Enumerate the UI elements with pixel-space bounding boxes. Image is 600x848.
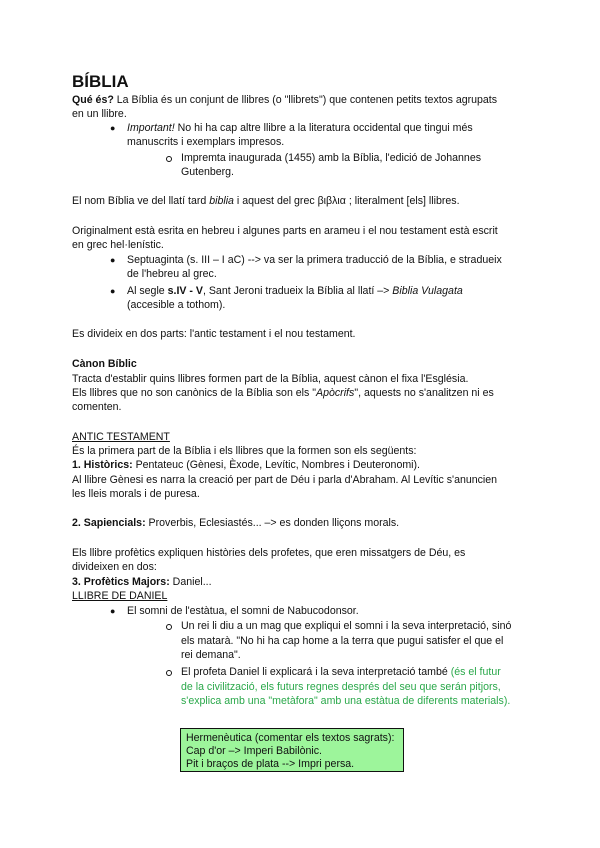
hollow-bullet-icon bbox=[166, 624, 172, 630]
daniel-bullet-line: El somni de l'estàtua, el somni de Nabucodonsor. bbox=[127, 605, 359, 617]
canon-line-1: Tracta d'establir quins llibres formen part de la Bíblia, aquest cànon el fixa l'Església. bbox=[72, 373, 469, 385]
sapiencials-text: Proverbis, Eclesiastés... –> es donden lliçons morals. bbox=[145, 517, 400, 529]
etymology-text-a: El nom Bíblia ve del llatí tard bbox=[72, 195, 210, 207]
daniel-sub1-line-2: els matarà. "No hi ha cap home a la terra que pugui satisfer el que el bbox=[181, 635, 504, 647]
important-text-1: No hi ha cap altre llibre a la literatura occidental que tingui més bbox=[174, 122, 473, 134]
canon-text-a: Els llibres que no son canònics de la Bíblia son els " bbox=[72, 387, 317, 399]
hollow-bullet-icon bbox=[166, 156, 172, 162]
etymology-text-b: i aquest del grec βιβλια ; literalment [els] llibres. bbox=[233, 195, 460, 207]
hermeneutica-note-box bbox=[180, 728, 404, 772]
historics-label: 1. Històrics: bbox=[72, 459, 133, 471]
daniel-sub2-line-3: s'explica amb una "metàfora" amb una estàtua de diferents materials). bbox=[181, 695, 511, 707]
jeroni-text-a: Al segle bbox=[127, 285, 168, 297]
genesi-line-2: les lleis morals i de puresa. bbox=[72, 488, 200, 500]
origin-line-1: Originalment està esrita en hebreu i algunes parts en arameu i el nou testament està escrit bbox=[72, 225, 498, 237]
etymology-emphasis: biblia bbox=[209, 195, 234, 207]
canon-emphasis: Apòcrifs bbox=[316, 387, 355, 399]
etymology-line bbox=[72, 194, 460, 208]
intro-line-1 bbox=[72, 93, 497, 107]
page-title: BÍBLIA bbox=[72, 72, 129, 91]
jeroni-bold: s.IV - V bbox=[167, 285, 203, 297]
important-emphasis: Important! bbox=[127, 122, 175, 134]
canon-heading: Cànon Bíblic bbox=[72, 358, 137, 370]
bullet-important-line-2: manuscrits i exemplars impresos. bbox=[127, 136, 285, 148]
profetics-line-2: divideixen en dos: bbox=[72, 561, 157, 573]
intro-line-2: en un llibre. bbox=[72, 108, 127, 120]
sapiencials-line bbox=[72, 516, 399, 530]
intro-label: Qué és? bbox=[72, 94, 114, 106]
intro-text-1: La Bíblia és un conjunt de llibres (o "llibrets") que contenen petits textos agrupats bbox=[113, 94, 498, 106]
bullet-septuaginta-line-1: Septuaginta (s. III – I aC) --> va ser la primera traducció de la Bíblia, e stradueix bbox=[127, 254, 502, 266]
hollow-bullet-icon bbox=[166, 670, 172, 676]
daniel-sub1-line-3: rei demana". bbox=[181, 649, 241, 661]
bullet-icon: ● bbox=[110, 255, 116, 265]
llibre-daniel-heading: LLIBRE DE DANIEL bbox=[72, 590, 168, 602]
profetics-majors-label: 3. Profètics Majors: bbox=[72, 576, 170, 588]
daniel-sub2-text: El profeta Daniel li explicará i la seva interpretació també bbox=[181, 666, 451, 678]
canon-line-3: comenten. bbox=[72, 401, 122, 413]
bullet-icon: ● bbox=[110, 606, 116, 616]
antic-testament-heading: ANTIC TESTAMENT bbox=[72, 431, 170, 443]
profetics-line-1: Els llibre profètics expliquen històries dels profetes, que eren missatgers de Déu, es bbox=[72, 547, 466, 559]
canon-text-b: ", aquests no s'analitzen ni es bbox=[354, 387, 494, 399]
daniel-sub2-line-1 bbox=[181, 665, 501, 679]
daniel-sub2-green-text: (és el futur bbox=[450, 666, 501, 678]
bullet-septuaginta-line-2: de l'hebreu al grec. bbox=[127, 268, 217, 280]
genesi-line-1: Al llibre Gènesi es narra la creació per part de Déu i parla d'Abraham. Al Levític s'anuncien bbox=[72, 474, 498, 486]
sub-bullet-impremta-line-2: Gutenberg. bbox=[181, 166, 235, 178]
historics-line bbox=[72, 458, 420, 472]
daniel-sub2-line-2: de la civilització, els futurs regnes després del seu que serán pitjors, bbox=[181, 681, 501, 693]
hermeneutica-line-3: Pit i braços de plata --> Impri persa. bbox=[186, 758, 355, 770]
bullet-jeroni-line-2: (accesible a tothom). bbox=[127, 299, 226, 311]
profetics-majors-text: Daniel... bbox=[169, 576, 212, 588]
canon-line-2 bbox=[72, 386, 494, 400]
sub-bullet-impremta-line-1: Impremta inaugurada (1455) amb la Bíblia, l'edició de Johannes bbox=[181, 152, 482, 164]
jeroni-emphasis: Biblia Vulagata bbox=[392, 285, 463, 297]
origin-line-2: en grec hel·lenístic. bbox=[72, 239, 164, 251]
bullet-jeroni-line-1 bbox=[127, 284, 463, 298]
parts-line: Es divideix en dos parts: l'antic testament i el nou testament. bbox=[72, 328, 356, 340]
jeroni-text-b: , Sant Jeroni tradueix la Bíblia al llatí –> bbox=[202, 285, 393, 297]
sapiencials-label: 2. Sapiencials: bbox=[72, 517, 146, 529]
bullet-icon: ● bbox=[110, 123, 116, 133]
profetics-majors-line bbox=[72, 575, 212, 589]
bullet-icon: ● bbox=[110, 286, 116, 296]
hermeneutica-line-2: Cap d'or –> Imperi Babilònic. bbox=[186, 745, 322, 757]
hermeneutica-line-1: Hermenèutica (comentar els textos sagrats): bbox=[186, 732, 395, 744]
antic-testament-line-1: És la primera part de la Bíblia i els llibres que la formen son els següents: bbox=[72, 445, 417, 457]
historics-text: Pentateuc (Gènesi, Èxode, Levític, Nombres i Deuteronomi). bbox=[132, 459, 420, 471]
bullet-important-line-1 bbox=[127, 121, 473, 135]
daniel-sub1-line-1: Un rei li diu a un mag que expliqui el somni i la seva interpretació, sinó bbox=[181, 620, 512, 632]
